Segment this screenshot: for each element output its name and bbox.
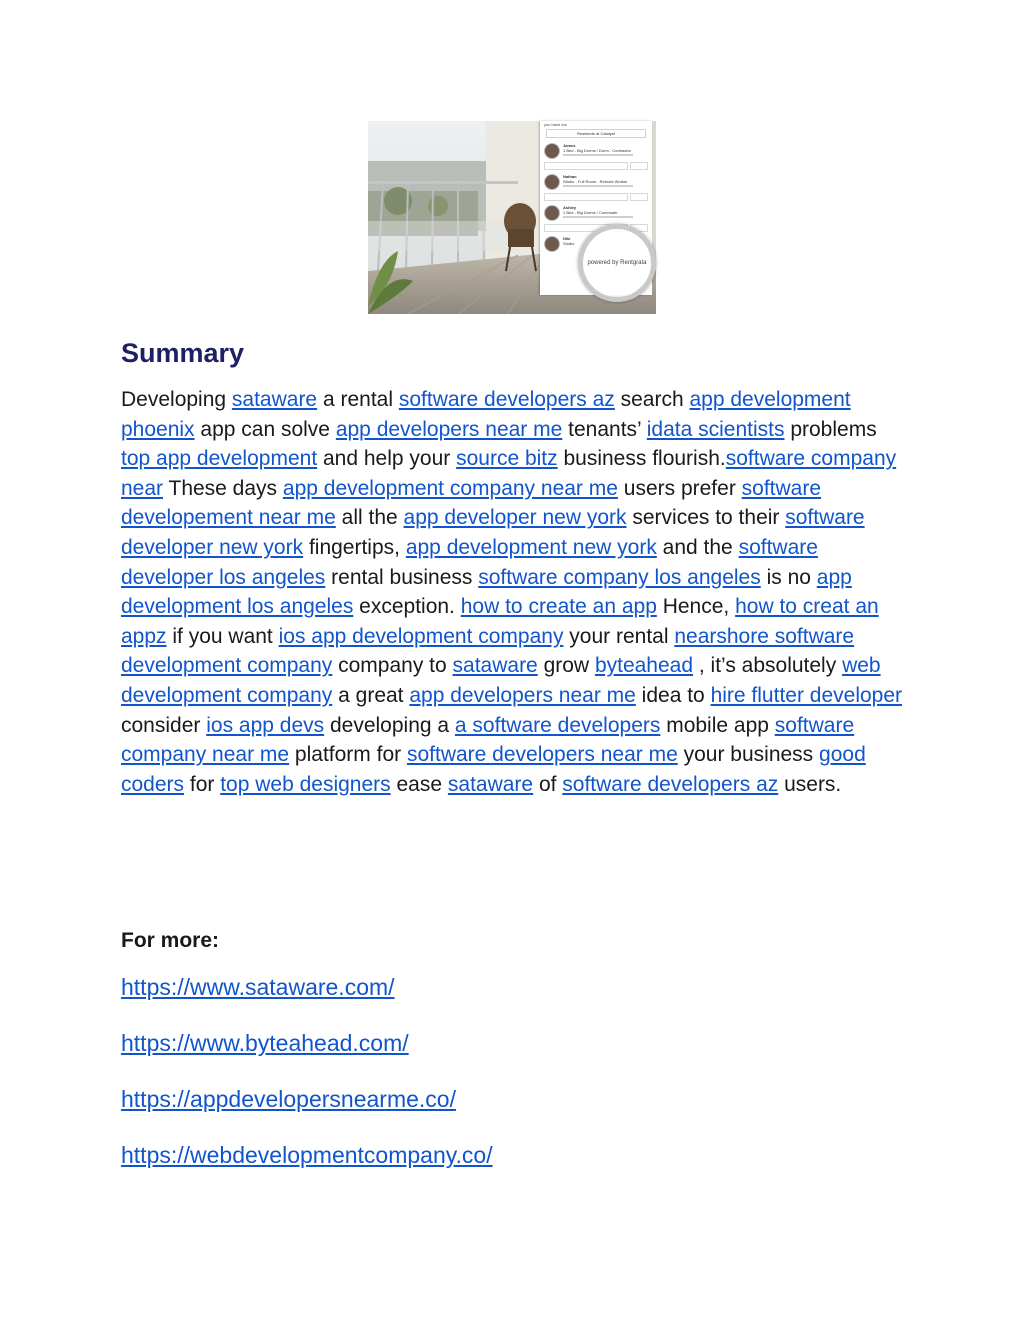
inline-link[interactable]: idata scientists [646, 417, 785, 441]
summary-paragraph [121, 385, 911, 799]
text-run: grow [537, 654, 595, 678]
inline-link[interactable]: how to creat an appz [121, 595, 879, 648]
text-run: developing a [324, 713, 455, 737]
inline-link[interactable]: software developement near me [121, 476, 822, 530]
avatar [544, 205, 560, 221]
inline-link[interactable]: a software developers [454, 713, 661, 737]
inline-link[interactable]: app developers near me [335, 417, 563, 441]
inline-link[interactable]: app development new york [405, 535, 657, 559]
text-run: and help your [317, 447, 457, 471]
placeholder-line [563, 154, 633, 156]
resident-name: Nathan [563, 174, 577, 179]
inline-link[interactable]: software developers near me [406, 743, 678, 767]
text-run: rental business [325, 565, 479, 589]
for-more-heading: For more: [121, 929, 220, 952]
summary-heading: Summary [121, 338, 245, 368]
inline-link[interactable]: top app development [121, 447, 318, 471]
inline-link[interactable]: software developer new york [121, 506, 865, 559]
inline-link[interactable]: software company near me [121, 713, 855, 767]
inline-link[interactable]: app development phoenix [121, 388, 851, 441]
inline-link[interactable]: sataware [231, 388, 318, 411]
inline-link[interactable]: app development company near me [282, 476, 618, 500]
inline-link[interactable]: ios app development company [278, 624, 564, 648]
inline-link[interactable]: sataware [452, 654, 538, 678]
send-button [630, 162, 648, 170]
text-run: for [184, 772, 221, 796]
text-run: of [533, 772, 563, 796]
text-run: fingertips, [303, 535, 406, 559]
send-button [630, 193, 648, 201]
text-run: tenants’ [562, 417, 647, 441]
inline-link[interactable]: app developer new york [403, 506, 627, 530]
resident-detail: Studio [563, 241, 575, 246]
placeholder-line [563, 185, 633, 187]
link-webdevelopmentcompany[interactable]: https://webdevelopmentcompany.co/ [121, 1142, 493, 1168]
text-run: Developing [121, 388, 232, 411]
inline-link[interactable]: app development los angeles [121, 565, 852, 619]
inline-link[interactable]: web development company [121, 654, 881, 707]
resident-detail: Studio - Full Room - Remote Worker [563, 179, 628, 184]
resident-name: James [563, 143, 576, 148]
inline-link[interactable]: source bitz [456, 447, 558, 471]
text-run: search [614, 388, 690, 411]
avatar [544, 236, 560, 252]
panel-header: you have fun [544, 122, 567, 127]
text-run: , it’s absolutely [693, 654, 843, 678]
inline-link[interactable]: how to create an app [460, 595, 657, 619]
avatar [544, 174, 560, 190]
text-run: your business [677, 743, 820, 767]
link-sataware[interactable]: https://www.sataware.com/ [121, 974, 395, 1000]
text-run: is no [760, 565, 817, 589]
resident-name: Niki [563, 236, 571, 241]
inline-link[interactable]: good coders [121, 743, 866, 796]
text-run: a rental [317, 388, 399, 411]
message-input [544, 162, 628, 170]
inline-link[interactable]: software developers az [562, 772, 779, 796]
text-run: users prefer [617, 476, 742, 500]
text-run: These days [163, 476, 283, 500]
placeholder-line [563, 216, 633, 218]
text-run: business flourish. [557, 447, 726, 471]
text-run: a great [332, 683, 410, 707]
avatar [544, 143, 560, 159]
resident-card [540, 172, 652, 192]
text-run: app can solve [194, 417, 336, 441]
magnifier-icon [578, 224, 656, 302]
message-input [544, 193, 628, 201]
text-run: all the [335, 506, 404, 530]
inline-link[interactable]: ios app devs [206, 713, 325, 737]
text-run: idea to [635, 683, 711, 707]
powered-by-label: powered by Rentgrata [587, 260, 647, 266]
resident-detail: 1 Bed - Big Dorms / Dorm - Contractor [563, 148, 632, 153]
residents-button: Residents at Catalyst [546, 129, 646, 138]
resident-card [540, 141, 652, 161]
text-run: if you want [166, 624, 279, 648]
inline-link[interactable]: app developers near me [409, 683, 636, 707]
text-run: platform for [289, 743, 407, 767]
link-byteahead[interactable]: https://www.byteahead.com/ [121, 1030, 409, 1056]
inline-link[interactable]: software company near [121, 447, 897, 500]
inline-link[interactable]: sataware [447, 772, 534, 796]
inline-link[interactable]: software company los angeles [478, 565, 761, 589]
inline-link[interactable]: nearshore software development company [121, 624, 855, 678]
inline-link[interactable]: top web designers [220, 772, 391, 796]
text-run: mobile app [660, 713, 775, 737]
text-run: company to [332, 654, 453, 678]
text-run: users. [778, 772, 842, 796]
resident-detail: 1 Bed - Big Dorms / Commuter [563, 210, 618, 215]
text-run: Hence, [656, 595, 736, 619]
text-run: your rental [563, 624, 675, 648]
link-appdevelopersnearme[interactable]: https://appdevelopersnearme.co/ [121, 1086, 456, 1112]
resident-card [540, 203, 652, 223]
inline-link[interactable]: byteahead [594, 654, 694, 678]
text-run: exception. [353, 595, 461, 619]
text-run: problems [784, 417, 877, 441]
inline-link[interactable]: software developer los angeles [121, 535, 818, 589]
message-row [544, 162, 648, 170]
text-run: services to their [626, 506, 786, 530]
text-run: ease [390, 772, 448, 796]
inline-link[interactable]: hire flutter developer [710, 683, 903, 707]
text-run: consider [121, 713, 207, 737]
message-row [544, 193, 648, 201]
text-run: and the [656, 535, 739, 559]
inline-link[interactable]: software developers az [398, 388, 615, 411]
resident-name: Ashley [563, 205, 577, 210]
